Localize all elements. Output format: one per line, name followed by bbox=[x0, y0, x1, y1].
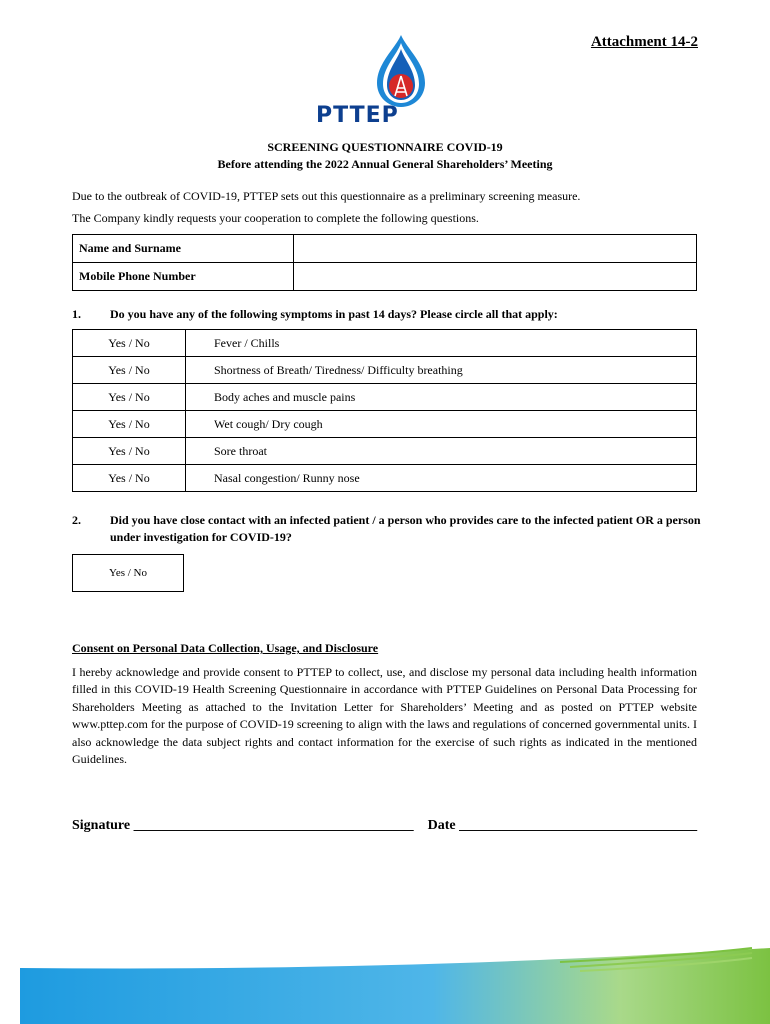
symptom-label: Nasal congestion/ Runny nose bbox=[186, 465, 697, 492]
table-row bbox=[73, 235, 697, 263]
table-row bbox=[73, 384, 697, 411]
question-1-number: 1. bbox=[72, 307, 81, 321]
consent-body: I hereby acknowledge and provide consent to PTTEP to collect, use, and disclose my personal data including health information filled in this COVID-19 Health Screening Questionnaire in accordance with PTTEP Guidelines on Personal Data Processing for Shareholders Meeting as attached to the Invitation Letter for Shareholders’ Meeting and as posted on PTTEP website www.pttep.com for the purpose of COVID-19 screening to align with the laws and regulations of concerned governmental units. I also acknowledge the data subject rights and contact information for the exercise of such rights as indicated in the mentioned Guidelines. bbox=[72, 665, 697, 767]
date-field[interactable]: __________________________________ bbox=[459, 818, 698, 833]
signature-line bbox=[72, 818, 697, 834]
intro-paragraph-1: Due to the outbreak of COVID-19, PTTEP sets out this questionnaire as a preliminary screening measure. bbox=[72, 189, 581, 203]
date-label: Date bbox=[427, 818, 456, 833]
question-2-number: 2. bbox=[72, 513, 81, 527]
brand-name: PTTEP bbox=[316, 103, 399, 128]
name-label: Name and Surname bbox=[73, 235, 294, 263]
table-row bbox=[73, 411, 697, 438]
phone-field[interactable] bbox=[294, 263, 697, 291]
footer-wave-decoration bbox=[0, 940, 770, 1024]
table-row bbox=[73, 330, 697, 357]
symptoms-table bbox=[72, 329, 697, 492]
symptom-label: Body aches and muscle pains bbox=[186, 384, 697, 411]
attachment-label: Attachment 14-2 bbox=[590, 34, 698, 50]
symptom-answer[interactable]: Yes / No bbox=[73, 438, 186, 465]
contact-answer: Yes / No bbox=[108, 567, 147, 579]
signature-field[interactable]: ________________________________________ bbox=[133, 818, 414, 833]
consent-heading: Consent on Personal Data Collection, Usage, and Disclosure bbox=[72, 641, 379, 655]
symptom-answer[interactable]: Yes / No bbox=[73, 465, 186, 492]
table-row bbox=[73, 357, 697, 384]
symptom-answer[interactable]: Yes / No bbox=[73, 330, 186, 357]
symptom-label: Fever / Chills bbox=[186, 330, 697, 357]
symptom-label: Sore throat bbox=[186, 438, 697, 465]
form-title: SCREENING QUESTIONNAIRE COVID-19 bbox=[267, 140, 503, 154]
table-row bbox=[73, 465, 697, 492]
form-subtitle: Before attending the 2022 Annual General Shareholders’ Meeting bbox=[217, 157, 553, 171]
intro-paragraph-2: The Company kindly requests your cooperation to complete the following questions. bbox=[72, 211, 479, 225]
symptom-label: Shortness of Breath/ Tiredness/ Difficulty breathing bbox=[186, 357, 697, 384]
symptom-answer[interactable]: Yes / No bbox=[73, 411, 186, 438]
table-row bbox=[73, 263, 697, 291]
symptom-answer[interactable]: Yes / No bbox=[73, 357, 186, 384]
question-2-text: Did you have close contact with an infected patient / a person who provides care to the infected patient OR a person under investigation for COVID-19? bbox=[110, 513, 701, 544]
contact-answer-box[interactable] bbox=[72, 554, 184, 592]
signature-label: Signature bbox=[72, 818, 131, 833]
question-1-text: Do you have any of the following symptoms in past 14 days? Please circle all that apply: bbox=[110, 307, 558, 321]
table-row bbox=[73, 438, 697, 465]
phone-label: Mobile Phone Number bbox=[73, 263, 294, 291]
symptom-label: Wet cough/ Dry cough bbox=[186, 411, 697, 438]
symptom-answer[interactable]: Yes / No bbox=[73, 384, 186, 411]
name-field[interactable] bbox=[294, 235, 697, 263]
personal-info-table bbox=[72, 234, 697, 291]
